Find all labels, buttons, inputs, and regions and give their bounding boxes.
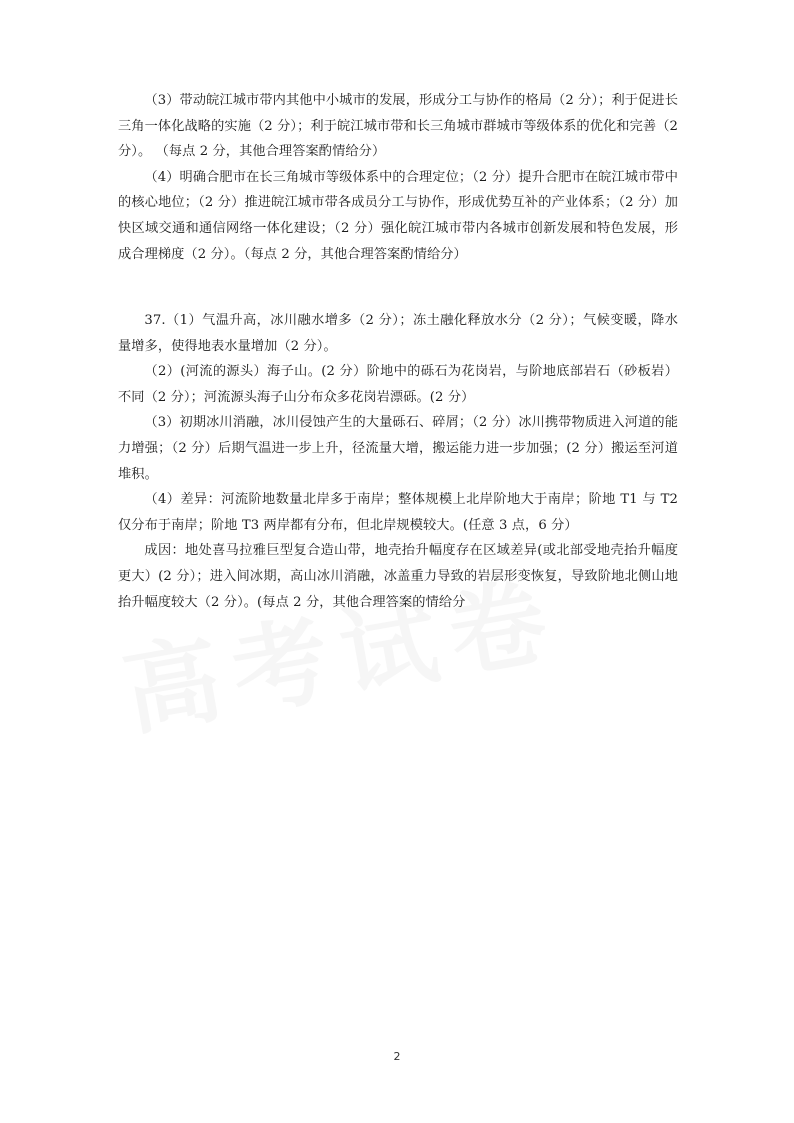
- answer-section-37: [118, 308, 678, 615]
- page-number: 2: [393, 1050, 401, 1063]
- answer-paragraph: （2）(河流的源头）海子山。(2 分）阶地中的砾石为花岗岩，与阶地底部岩石（砂板岩）不同（2 分）；河流源头海子山分布众多花岗岩漂砾。(2 分）: [118, 364, 678, 405]
- answer-section-36: [118, 88, 678, 267]
- answer-paragraph: （4）差异：河流阶地数量北岸多于南岸；整体规模上北岸阶地大于南岸；阶地 T1 与 T2 仅分布于南岸；阶地 T3 两岸都有分布，但北岸规模较大。(任意 3 点，6 分）: [118, 492, 678, 533]
- answer-paragraph: （4）明确合肥市在长三角城市等级体系中的合理定位；（2 分）提升合肥市在皖江城市带中的核心地位；（2 分）推进皖江城市带各成员分工与协作，形成优势互补的产业体系；（2 分）加快区域交通和通信网络一体化建设；（2 分）强化皖江城市带内各城市创新发展和特色发展，形成合理梯度（2 分）。（每点 2 分，其他合理答案酌情给分）: [118, 169, 678, 262]
- answer-paragraph: （3）初期冰川消融，冰川侵蚀产生的大量砾石、碎屑；（2 分）冰川携带物质进入河道的能力增强；（2 分）后期气温进一步上升，径流量大增，搬运能力进一步加强；(2 分）搬运至河道堆积。: [118, 415, 678, 482]
- answer-paragraph: 37.（1）气温升高，冰川融水增多（2 分）；冻土融化释放水分（2 分）；气候变暖，降水量增多，使得地表水量增加（2 分）。: [118, 313, 678, 354]
- answer-paragraph: 成因：地处喜马拉雅巨型复合造山带，地壳抬升幅度存在区域差异(或北部受地壳抬升幅度更大）(2 分）；进入间冰期，高山冰川消融，冰盖重力导致的岩层形变恢复，导致阶地北侧山地抬升幅度较大（2 分）。(每点 2 分，其他合理答案的情给分: [118, 543, 678, 610]
- answer-paragraph: （3）带动皖江城市带内其他中小城市的发展，形成分工与协作的格局（2 分）；利于促进长三角一体化战略的实施（2 分）；利于皖江城市带和长三角城市群城市等级体系的优化和完善（2 分）。 （每点 2 分，其他合理答案酌情给分）: [118, 93, 678, 160]
